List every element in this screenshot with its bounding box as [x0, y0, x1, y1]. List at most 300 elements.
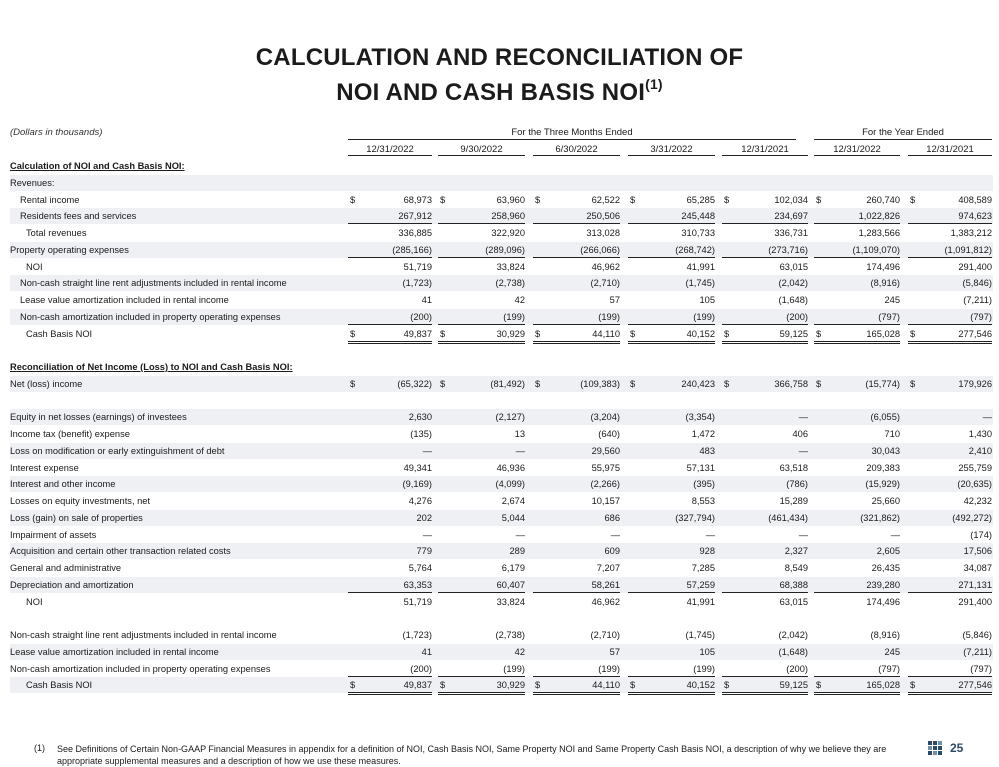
- table-cell: [908, 661, 992, 677]
- cell-value: 483: [699, 445, 715, 456]
- cell-value: 46,962: [591, 261, 620, 272]
- row-label: Loss on modification or early extinguishment of debt: [10, 445, 225, 456]
- cell-value: (15,774): [865, 378, 900, 389]
- table-cell: [628, 476, 715, 491]
- cell-value: 928: [699, 546, 715, 557]
- cell-value: 5,044: [501, 512, 525, 523]
- table-cell: [722, 259, 808, 274]
- cell-value: (1,745): [685, 278, 715, 289]
- table-row: [10, 393, 993, 409]
- table-cell: [814, 275, 900, 290]
- table-cell: [438, 309, 525, 325]
- cell-value: (2,738): [495, 278, 525, 289]
- table-row: [10, 493, 993, 509]
- cell-value: (492,272): [952, 512, 992, 523]
- cell-value: 60,407: [496, 579, 525, 590]
- table-cell: [438, 527, 525, 542]
- table-cell: [814, 326, 900, 344]
- cell-value: (200): [410, 663, 432, 674]
- table-row: [10, 527, 993, 543]
- table-cell: [438, 326, 525, 344]
- table-cell: [908, 460, 992, 475]
- footnote-text: See Definitions of Certain Non-GAAP Financial Measures in appendix for a definition of NOI, Cash Basis NOI, Same Property NOI and Same Property Cash Basis NOI, a description of why we believe they are appropriate supplemental measures and a description of how we use these measures.: [57, 744, 887, 766]
- cell-value: —: [610, 529, 620, 540]
- table-cell: [438, 460, 525, 475]
- page-number: 25: [950, 741, 964, 755]
- table-cell: [348, 292, 432, 307]
- cell-value: 2,630: [408, 412, 432, 423]
- table-row: [10, 175, 993, 191]
- table-cell: [348, 426, 432, 441]
- cell-value: (199): [598, 311, 620, 322]
- table-cell: [628, 242, 715, 258]
- cell-value: —: [705, 529, 715, 540]
- dollar-sign: $: [724, 680, 730, 691]
- table-cell: [722, 275, 808, 290]
- table-cell: [348, 527, 432, 542]
- row-label: Impairment of assets: [10, 529, 97, 540]
- cell-value: 260,740: [866, 194, 900, 205]
- table-cell: [908, 510, 992, 525]
- table-cell: [722, 661, 808, 677]
- cell-value: 271,131: [958, 579, 992, 590]
- table-cell: [533, 594, 620, 609]
- cell-value: 41: [421, 646, 432, 657]
- table-cell: [348, 661, 432, 677]
- cell-value: 68,973: [403, 194, 432, 205]
- table-cell: [348, 560, 432, 575]
- cell-value: 4,276: [408, 496, 432, 506]
- dollar-sign: $: [816, 328, 822, 339]
- cell-value: 289: [509, 546, 525, 557]
- cell-value: (797): [970, 663, 992, 674]
- table-cell: [722, 527, 808, 542]
- table-cell: [908, 443, 992, 458]
- group-header-year: For the Year Ended: [814, 127, 992, 140]
- table-cell: [814, 376, 900, 391]
- dollar-sign: $: [910, 194, 916, 205]
- table-cell: [814, 594, 900, 609]
- table-cell: [348, 309, 432, 325]
- cell-value: 2,605: [876, 546, 900, 557]
- cell-value: 245: [884, 646, 900, 657]
- dollar-sign: $: [350, 328, 356, 339]
- dollar-sign: $: [535, 680, 541, 691]
- cell-value: (5,846): [962, 278, 992, 289]
- table-cell: [438, 476, 525, 491]
- column-header: 9/30/2022: [438, 144, 525, 156]
- cell-value: 408,589: [958, 194, 992, 205]
- table-row: [10, 242, 993, 258]
- table-cell: [348, 259, 432, 274]
- dollar-sign: $: [350, 378, 356, 389]
- table-cell: [533, 510, 620, 525]
- table-cell: [814, 560, 900, 575]
- cell-value: 34,087: [963, 563, 992, 573]
- table-cell: [628, 409, 715, 424]
- table-cell: [438, 627, 525, 642]
- cell-value: 313,028: [586, 228, 620, 238]
- title-footnote-marker: (1): [645, 76, 663, 92]
- cell-value: 51,719: [403, 261, 432, 272]
- table-cell: [533, 560, 620, 575]
- cell-value: (1,723): [402, 278, 432, 289]
- table-cell: [628, 443, 715, 458]
- table-cell: [908, 259, 992, 274]
- cell-value: —: [422, 445, 432, 456]
- row-label: Property operating expenses: [10, 244, 129, 255]
- table-row: [10, 326, 993, 342]
- table-cell: [722, 644, 808, 659]
- cell-value: 234,697: [774, 211, 808, 222]
- cell-value: 6,179: [501, 563, 525, 573]
- cell-value: 245: [884, 295, 900, 305]
- cell-value: 42: [514, 646, 525, 657]
- table-cell: [908, 594, 992, 609]
- cell-value: 686: [604, 512, 620, 523]
- footnote-mark: (1): [34, 743, 45, 753]
- table-cell: [628, 594, 715, 609]
- cell-value: (1,091,812): [944, 244, 992, 255]
- table-cell: [438, 510, 525, 525]
- cell-value: 62,522: [591, 194, 620, 205]
- cell-value: 40,152: [686, 680, 715, 691]
- cell-value: 10,157: [591, 496, 620, 506]
- table-row: [10, 409, 993, 425]
- row-label: Depreciation and amortization: [10, 579, 134, 590]
- cell-value: 267,912: [398, 211, 432, 222]
- table-cell: [814, 443, 900, 458]
- table-cell: [908, 677, 992, 695]
- cell-value: 1,472: [691, 429, 715, 439]
- table-row: [10, 560, 993, 576]
- table-cell: [814, 577, 900, 593]
- table-cell: [348, 225, 432, 240]
- group-header-three-months: For the Three Months Ended: [348, 127, 796, 140]
- cell-value: 57,131: [686, 462, 715, 473]
- cell-value: 974,623: [958, 211, 992, 222]
- cell-value: (797): [878, 311, 900, 322]
- cell-value: 8,553: [691, 496, 715, 506]
- cell-value: (199): [503, 663, 525, 674]
- cell-value: 63,960: [496, 194, 525, 205]
- row-label: Residents fees and services: [20, 211, 137, 222]
- cell-value: (135): [410, 429, 432, 439]
- cell-value: 68,388: [779, 579, 808, 590]
- cell-value: 63,518: [779, 462, 808, 473]
- table-cell: [722, 476, 808, 491]
- cell-value: 239,280: [866, 579, 900, 590]
- cell-value: 250,506: [586, 211, 620, 222]
- dollar-sign: $: [630, 680, 636, 691]
- row-label: Income tax (benefit) expense: [10, 429, 130, 439]
- cell-value: 258,960: [491, 211, 525, 222]
- cell-value: 33,824: [496, 261, 525, 272]
- cell-value: (2,710): [590, 278, 620, 289]
- dollar-sign: $: [630, 378, 636, 389]
- cell-value: 7,285: [691, 563, 715, 573]
- table-cell: [533, 225, 620, 240]
- cell-value: 57: [609, 646, 620, 657]
- cell-value: 202: [416, 512, 432, 523]
- table-cell: [348, 443, 432, 458]
- cell-value: (1,745): [685, 630, 715, 640]
- cell-value: 2,327: [784, 546, 808, 557]
- page-title-text: NOI AND CASH BASIS NOI: [336, 79, 646, 106]
- cell-value: 63,015: [779, 261, 808, 272]
- cell-value: (199): [598, 663, 620, 674]
- cell-value: (9,169): [402, 479, 432, 490]
- cell-value: 105: [699, 646, 715, 657]
- cell-value: (461,434): [768, 512, 808, 523]
- cell-value: 1,383,212: [950, 228, 992, 238]
- table-cell: [628, 192, 715, 207]
- cell-value: 41: [421, 295, 432, 305]
- cell-value: 609: [604, 546, 620, 557]
- cell-value: 57: [609, 295, 620, 305]
- cell-value: 44,110: [592, 328, 620, 339]
- table-cell: [348, 376, 432, 391]
- table-cell: [908, 644, 992, 659]
- table-cell: [438, 677, 525, 695]
- table-row: [10, 661, 993, 677]
- table-cell: [722, 543, 808, 558]
- cell-value: 46,962: [591, 596, 620, 607]
- cell-value: 2,674: [501, 496, 525, 506]
- table-cell: [814, 476, 900, 491]
- table-cell: [438, 225, 525, 240]
- cell-value: (109,383): [580, 378, 620, 389]
- cell-value: (200): [410, 311, 432, 322]
- table-cell: [814, 644, 900, 659]
- table-cell: [908, 409, 992, 424]
- table-cell: [348, 644, 432, 659]
- table-cell: [438, 426, 525, 441]
- table-cell: [533, 326, 620, 344]
- cell-value: 33,824: [496, 596, 525, 607]
- table-cell: [438, 376, 525, 391]
- cell-value: 710: [884, 429, 900, 439]
- table-cell: [908, 527, 992, 542]
- table-cell: [533, 426, 620, 441]
- table-row: [10, 309, 993, 325]
- table-row: [10, 192, 993, 208]
- table-cell: [438, 577, 525, 593]
- cell-value: (7,211): [963, 646, 992, 657]
- cell-value: 165,028: [866, 328, 900, 339]
- cell-value: (3,204): [590, 412, 620, 423]
- table-cell: [438, 661, 525, 677]
- cell-value: 63,353: [403, 579, 432, 590]
- cell-value: 58,261: [591, 579, 620, 590]
- table-cell: [814, 527, 900, 542]
- dollar-sign: $: [440, 194, 446, 205]
- table-cell: [722, 309, 808, 325]
- table-row: [10, 359, 993, 375]
- table-cell: [908, 292, 992, 307]
- table-cell: [628, 326, 715, 344]
- table-cell: [722, 677, 808, 695]
- table-cell: [628, 275, 715, 290]
- table-cell: [533, 376, 620, 391]
- unit-note: (Dollars in thousands): [10, 127, 103, 138]
- cell-value: 1,430: [968, 429, 992, 439]
- dollar-sign: $: [910, 328, 916, 339]
- cell-value: 277,546: [958, 328, 992, 339]
- cell-value: (199): [693, 663, 715, 674]
- cell-value: 174,496: [866, 596, 900, 607]
- row-label: Reconciliation of Net Income (Loss) to NOI and Cash Basis NOI:: [10, 362, 293, 372]
- column-header: 6/30/2022: [533, 144, 620, 156]
- page-title-line-2: [0, 78, 999, 107]
- cell-value: (273,716): [768, 244, 808, 255]
- cell-value: 322,920: [491, 228, 525, 238]
- cell-value: 291,400: [958, 596, 992, 607]
- cell-value: 44,110: [592, 680, 620, 691]
- dollar-sign: $: [816, 378, 822, 389]
- table-row: [10, 644, 993, 660]
- row-label: NOI: [26, 596, 43, 607]
- table-cell: [348, 192, 432, 207]
- table-cell: [814, 627, 900, 642]
- table-cell: [438, 275, 525, 290]
- table-cell: [438, 443, 525, 458]
- cell-value: (3,354): [685, 412, 715, 423]
- cell-value: 59,125: [779, 680, 808, 691]
- table-cell: [722, 192, 808, 207]
- table-cell: [814, 493, 900, 508]
- dollar-sign: $: [440, 680, 446, 691]
- table-cell: [533, 309, 620, 325]
- table-cell: [628, 225, 715, 240]
- cell-value: (81,492): [490, 378, 525, 389]
- table-row: [10, 460, 993, 476]
- table-cell: [348, 326, 432, 344]
- cell-value: 30,929: [496, 328, 525, 339]
- table-cell: [533, 192, 620, 207]
- cell-value: (2,042): [778, 278, 808, 289]
- table-row: [10, 594, 993, 610]
- table-cell: [628, 577, 715, 593]
- cell-value: 105: [699, 295, 715, 305]
- row-label: NOI: [26, 261, 43, 272]
- table-cell: [722, 443, 808, 458]
- table-row: [10, 376, 993, 392]
- cell-value: 41,991: [686, 596, 715, 607]
- cell-value: 5,764: [408, 563, 432, 573]
- cell-value: 406: [792, 429, 808, 439]
- table-cell: [533, 443, 620, 458]
- table-cell: [814, 460, 900, 475]
- dollar-sign: $: [816, 680, 822, 691]
- column-header: 12/31/2022: [348, 144, 432, 156]
- cell-value: (199): [503, 311, 525, 322]
- cell-value: 291,400: [958, 261, 992, 272]
- cell-value: (327,794): [675, 512, 715, 523]
- table-cell: [438, 259, 525, 274]
- row-label: Non-cash amortization included in property operating expenses: [20, 311, 281, 322]
- table-cell: [814, 677, 900, 695]
- table-cell: [533, 409, 620, 424]
- table-cell: [438, 409, 525, 424]
- table-cell: [908, 225, 992, 240]
- company-logo-icon: [928, 741, 948, 755]
- cell-value: 2,410: [968, 445, 992, 456]
- table-row: [10, 443, 993, 459]
- table-cell: [533, 627, 620, 642]
- table-cell: [628, 560, 715, 575]
- table-cell: [908, 426, 992, 441]
- row-label: Lease value amortization included in rental income: [10, 646, 219, 657]
- row-label: Rental income: [20, 194, 80, 205]
- row-label: Non-cash straight line rent adjustments included in rental income: [20, 278, 287, 289]
- table-cell: [722, 560, 808, 575]
- table-cell: [348, 242, 432, 258]
- table-cell: [908, 309, 992, 325]
- cell-value: 40,152: [686, 328, 715, 339]
- cell-value: (2,127): [495, 412, 525, 423]
- cell-value: 57,259: [686, 579, 715, 590]
- table-cell: [438, 208, 525, 224]
- table-cell: [533, 493, 620, 508]
- row-label: Total revenues: [26, 228, 87, 238]
- cell-value: 277,546: [958, 680, 992, 691]
- table-cell: [628, 309, 715, 325]
- cell-value: 30,929: [496, 680, 525, 691]
- column-header: 3/31/2022: [628, 144, 715, 156]
- table-cell: [908, 560, 992, 575]
- table-cell: [438, 644, 525, 659]
- cell-value: 29,560: [591, 445, 620, 456]
- table-row: [10, 543, 993, 559]
- cell-value: (1,648): [778, 646, 808, 657]
- table-cell: [814, 426, 900, 441]
- table-row: [10, 627, 993, 643]
- table-cell: [533, 644, 620, 659]
- cell-value: 49,837: [403, 680, 432, 691]
- table-cell: [628, 376, 715, 391]
- table-cell: [722, 460, 808, 475]
- table-cell: [533, 460, 620, 475]
- row-label: Revenues:: [10, 177, 55, 188]
- table-row: [10, 577, 993, 593]
- table-cell: [348, 275, 432, 290]
- cell-value: 51,719: [403, 596, 432, 607]
- table-cell: [628, 292, 715, 307]
- cell-value: —: [515, 445, 525, 456]
- table-cell: [348, 627, 432, 642]
- table-row: [10, 225, 993, 241]
- cell-value: (395): [693, 479, 715, 490]
- cell-value: 240,423: [681, 378, 715, 389]
- dollar-sign: $: [350, 194, 356, 205]
- dollar-sign: $: [535, 328, 541, 339]
- table-cell: [533, 275, 620, 290]
- row-label: Equity in net losses (earnings) of investees: [10, 412, 187, 423]
- table-cell: [908, 577, 992, 593]
- table-cell: [533, 527, 620, 542]
- table-cell: [722, 242, 808, 258]
- cell-value: 179,926: [958, 378, 992, 389]
- dollar-sign: $: [724, 194, 730, 205]
- table-cell: [814, 225, 900, 240]
- cell-value: (174): [970, 529, 992, 540]
- cell-value: (321,862): [860, 512, 900, 523]
- table-cell: [722, 426, 808, 441]
- table-row: [10, 610, 993, 626]
- dollar-sign: $: [724, 378, 730, 389]
- dollar-sign: $: [350, 680, 356, 691]
